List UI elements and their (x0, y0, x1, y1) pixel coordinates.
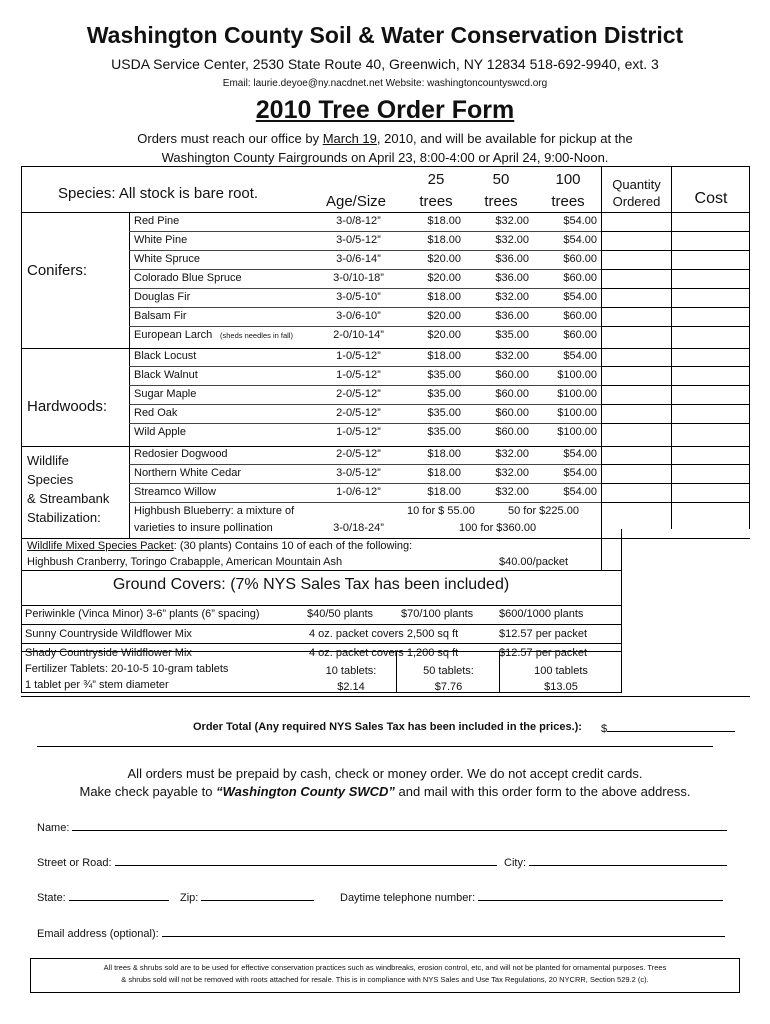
price-25: $20.00 (427, 329, 461, 341)
price-100: $100.00 (557, 369, 597, 381)
order-cell-separator (601, 502, 750, 503)
fertilizer-10 (311, 663, 391, 695)
species-age-size: 2-0/5-12” (336, 388, 381, 400)
periwinkle-price-50: $40/50 plants (307, 608, 374, 620)
row-separator (129, 366, 602, 367)
wildlife-line-2: Species (27, 472, 74, 487)
species-age-size: 1-0/6-12” (336, 486, 381, 498)
species-age-size: 3-0/5-12” (336, 467, 381, 479)
state-field[interactable] (37, 890, 169, 904)
order-cell-separator (601, 307, 750, 308)
qty-25-trees: trees (419, 193, 453, 210)
species-name: Wild Apple (134, 426, 186, 438)
packet-price: $40.00/packet (499, 556, 569, 568)
price-100: $54.00 (563, 486, 597, 498)
species-age-size: 2-0/10-14” (333, 329, 384, 341)
qty-100-number: 100 (555, 171, 581, 188)
group-wildlife (27, 451, 109, 527)
species-age-size: 3-0/8-12” (336, 215, 381, 227)
phone-label: Daytime telephone number: (340, 892, 476, 904)
payable-name: “Washington County SWCD” (216, 784, 395, 799)
order-total-label: Order Total (Any required NYS Sales Tax has been included in the prices.): (193, 721, 582, 733)
price-50: $32.00 (495, 215, 529, 227)
periwinkle-price-1000: $600/1000 plants (499, 608, 584, 620)
price-25: $18.00 (427, 291, 461, 303)
wildlife-line-1: Wildlife (27, 453, 69, 468)
intro-pre: Orders must reach our office by (137, 131, 323, 146)
packet-line-2: Highbush Cranberry, Toringo Crabapple, American Mountain Ash (27, 556, 343, 568)
species-age-size: 1-0/5-12” (336, 350, 381, 362)
order-cell-separator (601, 483, 750, 484)
intro-deadline: March 19 (322, 131, 377, 146)
blueberry-age: 3-0/18-24” (333, 522, 384, 534)
price-50: $60.00 (495, 426, 529, 438)
price-50: $36.00 (495, 272, 529, 284)
intro-line-2: Washington County Fairgrounds on April 23, 8:00-4:00 or April 24, 9:00-Noon. (161, 150, 609, 165)
price-100: $54.00 (563, 350, 597, 362)
row-separator (129, 423, 602, 424)
divider (37, 746, 713, 747)
payable-pre: Make check payable to (79, 784, 217, 799)
fertilizer-100-price: $13.05 (544, 681, 578, 693)
species-name: Red Oak (134, 407, 178, 419)
row-separator (129, 250, 602, 251)
price-25: $35.00 (427, 369, 461, 381)
district-contact: Email: laurie.deyoe@ny.nacdnet.net Website: washingtoncountyswcd.org (222, 78, 548, 89)
species-name: Black Locust (134, 350, 197, 362)
blueberry-name-1: Highbush Blueberry: a mixture of (134, 505, 295, 517)
disclaimer-box (30, 958, 740, 993)
order-cell-separator (601, 385, 750, 386)
fertilizer-line-1: Fertilizer Tablets: 20-10-5 10-gram tablets (25, 663, 229, 675)
zip-field[interactable] (180, 890, 314, 904)
blueberry-price-100: 100 for $360.00 (459, 522, 537, 534)
row-separator (129, 464, 602, 465)
ground-covers-header: Ground Covers: (7% NYS Sales Tax has been included) (112, 576, 510, 593)
shady-mix-coverage: 4 oz. packet covers 1,200 sq ft (309, 647, 459, 659)
species-name: Sugar Maple (134, 388, 197, 400)
form-title: 2010 Tree Order Form (255, 96, 515, 124)
zip-label: Zip: (180, 892, 199, 904)
order-table (21, 166, 751, 738)
price-100: $100.00 (557, 407, 597, 419)
species-name: Redosier Dogwood (134, 448, 228, 460)
quantity-ordered-header (602, 176, 671, 210)
row-separator (129, 288, 602, 289)
price-100: $100.00 (557, 388, 597, 400)
price-100: $60.00 (563, 272, 597, 284)
payable-notice (0, 784, 770, 799)
species-note: (sheds needles in fall) (220, 331, 293, 340)
fertilizer-100-label: 100 tablets (534, 665, 588, 677)
species-name: Northern White Cedar (134, 467, 241, 479)
species-name: European Larch (134, 329, 213, 341)
price-50: $32.00 (495, 234, 529, 246)
city-field[interactable] (504, 855, 727, 869)
species-age-size: 2-0/5-12” (336, 448, 381, 460)
row-separator (129, 231, 602, 232)
email-label: Email address (optional): (37, 928, 159, 940)
order-cell-separator (601, 446, 750, 447)
price-100: $54.00 (563, 215, 597, 227)
species-name: Douglas Fir (134, 291, 191, 303)
fertilizer-100 (501, 663, 621, 695)
sunny-mix-price: $12.57 per packet (499, 628, 588, 640)
order-total-field[interactable] (601, 721, 735, 735)
wildlife-line-4: Stabilization: (27, 510, 101, 525)
species-age-size: 3-0/6-10” (336, 310, 381, 322)
shady-mix-price: $12.57 per packet (499, 647, 588, 659)
district-title: Washington County Soil & Water Conservation District (86, 22, 684, 48)
price-100: $54.00 (563, 234, 597, 246)
price-50: $36.00 (495, 253, 529, 265)
qty-100-header (538, 169, 598, 213)
periwinkle-price-100: $70/100 plants (401, 608, 474, 620)
price-50: $32.00 (495, 350, 529, 362)
price-25: $18.00 (427, 467, 461, 479)
phone-field[interactable] (340, 890, 723, 904)
price-100: $60.00 (563, 329, 597, 341)
blueberry-price-10: 10 for $ 55.00 (407, 505, 475, 517)
species-age-size: 3-0/6-14” (336, 253, 381, 265)
sunny-mix-coverage: 4 oz. packet covers 2,500 sq ft (309, 628, 459, 640)
price-100: $60.00 (563, 253, 597, 265)
price-25: $35.00 (427, 407, 461, 419)
price-50: $32.00 (495, 467, 529, 479)
intro-line-1 (0, 131, 770, 146)
price-50: $60.00 (495, 369, 529, 381)
intro-post: , 2010, and will be available for pickup at the (376, 131, 633, 146)
price-50: $36.00 (495, 310, 529, 322)
disclaimer-line-2: & shrubs sold will not be removed with roots attached for resale. This is in compliance with NYS Sales and Use Tax Regulations, 20 NYCRR, Section 529.2 (c). (121, 975, 649, 984)
row-separator (129, 307, 602, 308)
wildlife-line-3: & Streambank (27, 491, 110, 506)
species-age-size: 2-0/5-12” (336, 407, 381, 419)
order-cell-separator (601, 348, 750, 349)
quantity-header-line-1: Quantity (612, 177, 661, 192)
shady-mix-name: Shady Countryside Wildflower Mix (25, 647, 192, 659)
name-label: Name: (37, 822, 70, 834)
row-separator (129, 404, 602, 405)
order-cell-separator (601, 250, 750, 251)
price-25: $18.00 (427, 486, 461, 498)
price-25: $35.00 (427, 388, 461, 400)
disclaimer-line-1: All trees & shrubs sold are to be used for effective conservation practices such as windbreaks, erosion control, etc, and will not be planted for ornamental purposes. Trees (103, 963, 667, 972)
price-25: $18.00 (427, 350, 461, 362)
price-100: $54.00 (563, 291, 597, 303)
price-50: $60.00 (495, 407, 529, 419)
price-25: $35.00 (427, 426, 461, 438)
quantity-header-line-2: Ordered (612, 194, 661, 209)
sunny-mix-name: Sunny Countryside Wildflower Mix (25, 628, 192, 640)
species-header: Species: All stock is bare root. (58, 185, 259, 202)
state-label: State: (37, 892, 66, 904)
fertilizer-line-2: 1 tablet per ¾” stem diameter (25, 679, 169, 691)
blueberry-price-50: 50 for $225.00 (508, 505, 579, 517)
packet-label: Wildlife Mixed Species Packet (27, 540, 174, 552)
species-name: Balsam Fir (134, 310, 187, 322)
qty-25-number: 25 (427, 171, 445, 188)
fertilizer-10-label: 10 tablets: (325, 665, 377, 677)
row-separator (129, 326, 602, 327)
fertilizer-50-label: 50 tablets: (423, 665, 474, 677)
species-age-size: 3-0/5-10” (336, 291, 381, 303)
periwinkle-name: Periwinkle (Vinca Minor) 3-6” plants (6” spacing) (25, 608, 260, 620)
name-field[interactable] (37, 820, 727, 834)
species-age-size: 1-0/5-12” (336, 369, 381, 381)
district-address: USDA Service Center, 2530 State Route 40, Greenwich, NY 12834 518-692-9940, ext. 3 (111, 56, 659, 72)
price-100: $54.00 (563, 448, 597, 460)
age-size-header: Age/Size (325, 193, 387, 210)
species-name: Black Walnut (134, 369, 198, 381)
qty-50-header (471, 169, 531, 213)
species-age-size: 3-0/5-12” (336, 234, 381, 246)
blueberry-name-2: varieties to insure pollination (134, 522, 273, 534)
price-25: $20.00 (427, 272, 461, 284)
order-cell-separator (601, 404, 750, 405)
row-separator (129, 483, 602, 484)
packet-text: : (30 plants) Contains 10 of each of the following: (173, 540, 413, 552)
group-conifers: Conifers: (27, 262, 88, 279)
order-cell-separator (601, 464, 750, 465)
species-name: Streamco Willow (134, 486, 216, 498)
order-cell-separator (601, 288, 750, 289)
prepaid-notice: All orders must be prepaid by cash, check or money order. We do not accept credit cards. (127, 766, 643, 781)
species-age-size: 1-0/5-12” (336, 426, 381, 438)
order-cell-separator (601, 423, 750, 424)
price-25: $20.00 (427, 310, 461, 322)
cost-header: Cost (694, 190, 728, 207)
price-100: $100.00 (557, 426, 597, 438)
species-name: White Pine (134, 234, 188, 246)
price-50: $60.00 (495, 388, 529, 400)
price-100: $54.00 (563, 467, 597, 479)
order-cell-separator (601, 326, 750, 327)
qty-50-number: 50 (492, 171, 510, 188)
qty-25-header (406, 169, 466, 213)
payable-post: and mail with this order form to the above address. (394, 784, 691, 799)
group-hardwoods: Hardwoods: (27, 398, 108, 415)
qty-50-trees: trees (484, 193, 518, 210)
row-separator (129, 269, 602, 270)
price-25: $18.00 (427, 234, 461, 246)
street-field[interactable] (37, 855, 497, 869)
price-25: $18.00 (427, 215, 461, 227)
qty-100-trees: trees (551, 193, 585, 210)
price-25: $18.00 (427, 448, 461, 460)
order-cell-separator (601, 231, 750, 232)
order-cell-separator (601, 366, 750, 367)
species-name: Red Pine (134, 215, 180, 227)
packet-line-1 (27, 540, 412, 552)
fertilizer-50-price: $7.76 (434, 681, 463, 693)
price-50: $32.00 (495, 486, 529, 498)
species-age-size: 3-0/10-18” (333, 272, 384, 284)
email-field[interactable] (37, 926, 725, 940)
fertilizer-10-price: $2.14 (337, 681, 365, 693)
row-separator (129, 502, 602, 503)
city-label: City: (504, 857, 526, 869)
order-cell-separator (601, 269, 750, 270)
street-label: Street or Road: (37, 857, 112, 869)
price-50: $32.00 (495, 448, 529, 460)
fertilizer-50 (401, 663, 496, 695)
order-total-dollar: $ (601, 723, 608, 735)
species-name: White Spruce (134, 253, 201, 265)
price-25: $20.00 (427, 253, 461, 265)
price-50: $35.00 (495, 329, 529, 341)
price-100: $60.00 (563, 310, 597, 322)
species-name: Colorado Blue Spruce (134, 272, 242, 284)
price-50: $32.00 (495, 291, 529, 303)
row-separator (129, 385, 602, 386)
